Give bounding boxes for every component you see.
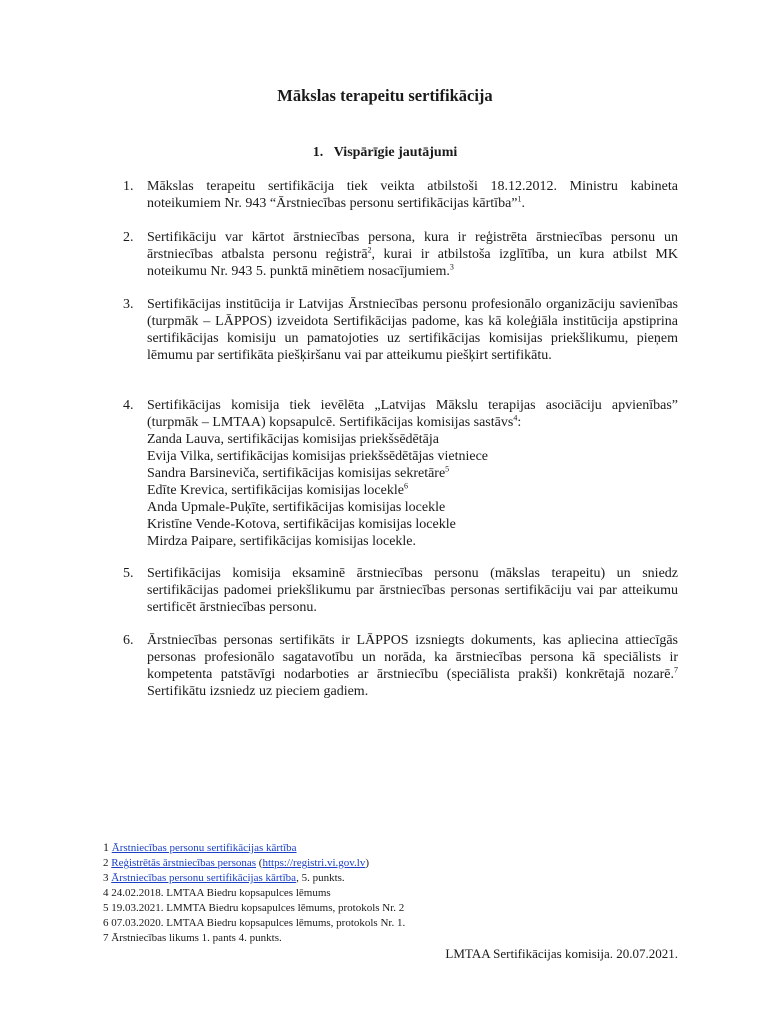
footnote-link[interactable]: Reģistrētās ārstniecības personas [111,857,257,869]
section-heading [0,145,770,161]
list-item [123,229,678,280]
item-body: Mākslas terapeitu sertifikācija tiek veikta atbilstoši 18.12.2012. Ministru kabineta noteikumiem Nr. 943 “Ārstniecības personu sertifikācijas kārtība”$^1$. [147,179,678,211]
footnote-ref: 1 [517,194,522,204]
footnote-ref: 7 [674,665,678,675]
footnote: 7 Ārstniecības likums 1. pants 4. punkts. [103,932,282,944]
member-line: Anda Upmale-Puķīte, sertifikācijas komisijas locekle [147,500,446,515]
member-line: Zanda Lauva, sertifikācijas komisijas priekšsēdētāja [147,432,439,447]
list-item [123,296,678,364]
footnote: 3 Ārstniecības personu sertifikācijas kārtība, 5. punkts. [103,872,345,884]
footnote: 6 07.03.2020. LMTAA Biedru kopsapulces lēmums, protokols Nr. 1. [103,917,406,929]
member-line: Sandra Barsineviča, sertifikācijas komisijas sekretāre$^5$ [147,464,450,481]
registry-url-link[interactable]: https://registri.vi.gov.lv [262,857,366,869]
item-number: 5. [123,566,134,581]
list-item [123,397,678,550]
item-number: 4. [123,398,134,413]
member-line: Mirdza Paipare, sertifikācijas komisijas locekle. [147,534,417,549]
item-number: 2. [123,230,134,245]
list-item [123,632,678,700]
footnote-ref: 2 [367,245,372,255]
footnote-ref: 6 [403,481,408,491]
item-number: 3. [123,297,134,312]
item-body: Sertifikāciju var kārtot ārstniecības persona, kura ir reģistrēta ārstniecības personu un ārstniecības atbalsta personu reģistrā$^2$, kurai ir atbilstoša izglītība, un kura atbilst MK noteikumu Nr. 943 5. punktā minētiem nosacījumiem.$^3$ [147,230,678,279]
footnote: 5 19.03.2021. LMMTA Biedru kopsapulces lēmums, protokols Nr. 2 [103,902,405,914]
footnote: 1 Ārstniecības personu sertifikācijas kārtība [103,840,297,854]
member-line: Evija Vilka, sertifikācijas komisijas priekšsēdētājas vietniece [147,449,489,464]
item-body: Ārstniecības personas sertifikāts ir LĀPPOS izsniegts dokuments, kas apliecina attiecīgās personas profesionālo sagatavotību un norāda, ka ārstniecības persona kā speciālists ir kompetenta patstāvīgi nodarboties ar ārstniecību (speciālista prakši) konkrētajā nozarē.$^7$ Sertifikātu izsniedz uz pieciem gadiem. [147,633,678,699]
footnote: 2 Reģistrētās ārstniecības personas (https://registri.vi.gov.lv) [103,857,370,869]
item-body: Sertifikācijas komisija eksaminē ārstniecības personu (mākslas terapeitu) un sniedz sertifikācijas padomei priekšlikumu par ārstniecības personas sertifikāciju vai par atteikumu sertificēt ārstniecības personu. [147,566,678,615]
list-item [123,565,678,616]
footnote: 4 24.02.2018. LMTAA Biedru kopsapulces lēmums [103,887,331,899]
item-number: 1. [123,179,134,194]
footnote-ref: 4 [513,413,518,423]
member-line: Edīte Krevica, sertifikācijas komisijas locekle$^6$ [147,481,408,498]
list-item [123,178,678,212]
footnote-link[interactable]: Ārstniecības personu sertifikācijas kārtība [111,872,297,884]
footnote-link[interactable]: Ārstniecības personu sertifikācijas kārtība [111,842,297,854]
item-body: Sertifikācijas komisija tiek ievēlēta „Latvijas Mākslu terapijas asociāciju apvienības” (turpmāk – LMTAA) kopsapulcē. Sertifikācijas komisijas sastāvs$^4$: [147,398,678,430]
document-signature: LMTAA Sertifikācijas komisija. 20.07.2021. [445,946,678,961]
footnotes [103,840,663,946]
item-body: Sertifikācijas institūcija ir Latvijas Ārstniecības personu profesionālo organizāciju savienības (turpmāk – LĀPPOS) izveidota Sertifikācijas padome, kas kā koleģiāla institūcija apstiprina sertifikācijas komisiju un pamatojoties uz sertifikācijas komisijas priekšlikumu, pieņem lēmumu par sertifikāta piešķiršanu vai par atteikumu piešķirt sertifikātu. [147,297,678,363]
section-number: 1. [312,145,324,160]
document-title: Mākslas terapeitu sertifikācija [277,86,493,105]
section-title: Vispārīgie jautājumi [333,145,458,160]
footnote-ref: 3 [449,262,454,272]
footnote-ref: 5 [445,464,450,474]
commission-member-list [147,431,678,550]
item-number: 6. [123,633,134,648]
member-line: Kristīne Vende-Kotova, sertifikācijas komisijas locekle [147,517,456,532]
